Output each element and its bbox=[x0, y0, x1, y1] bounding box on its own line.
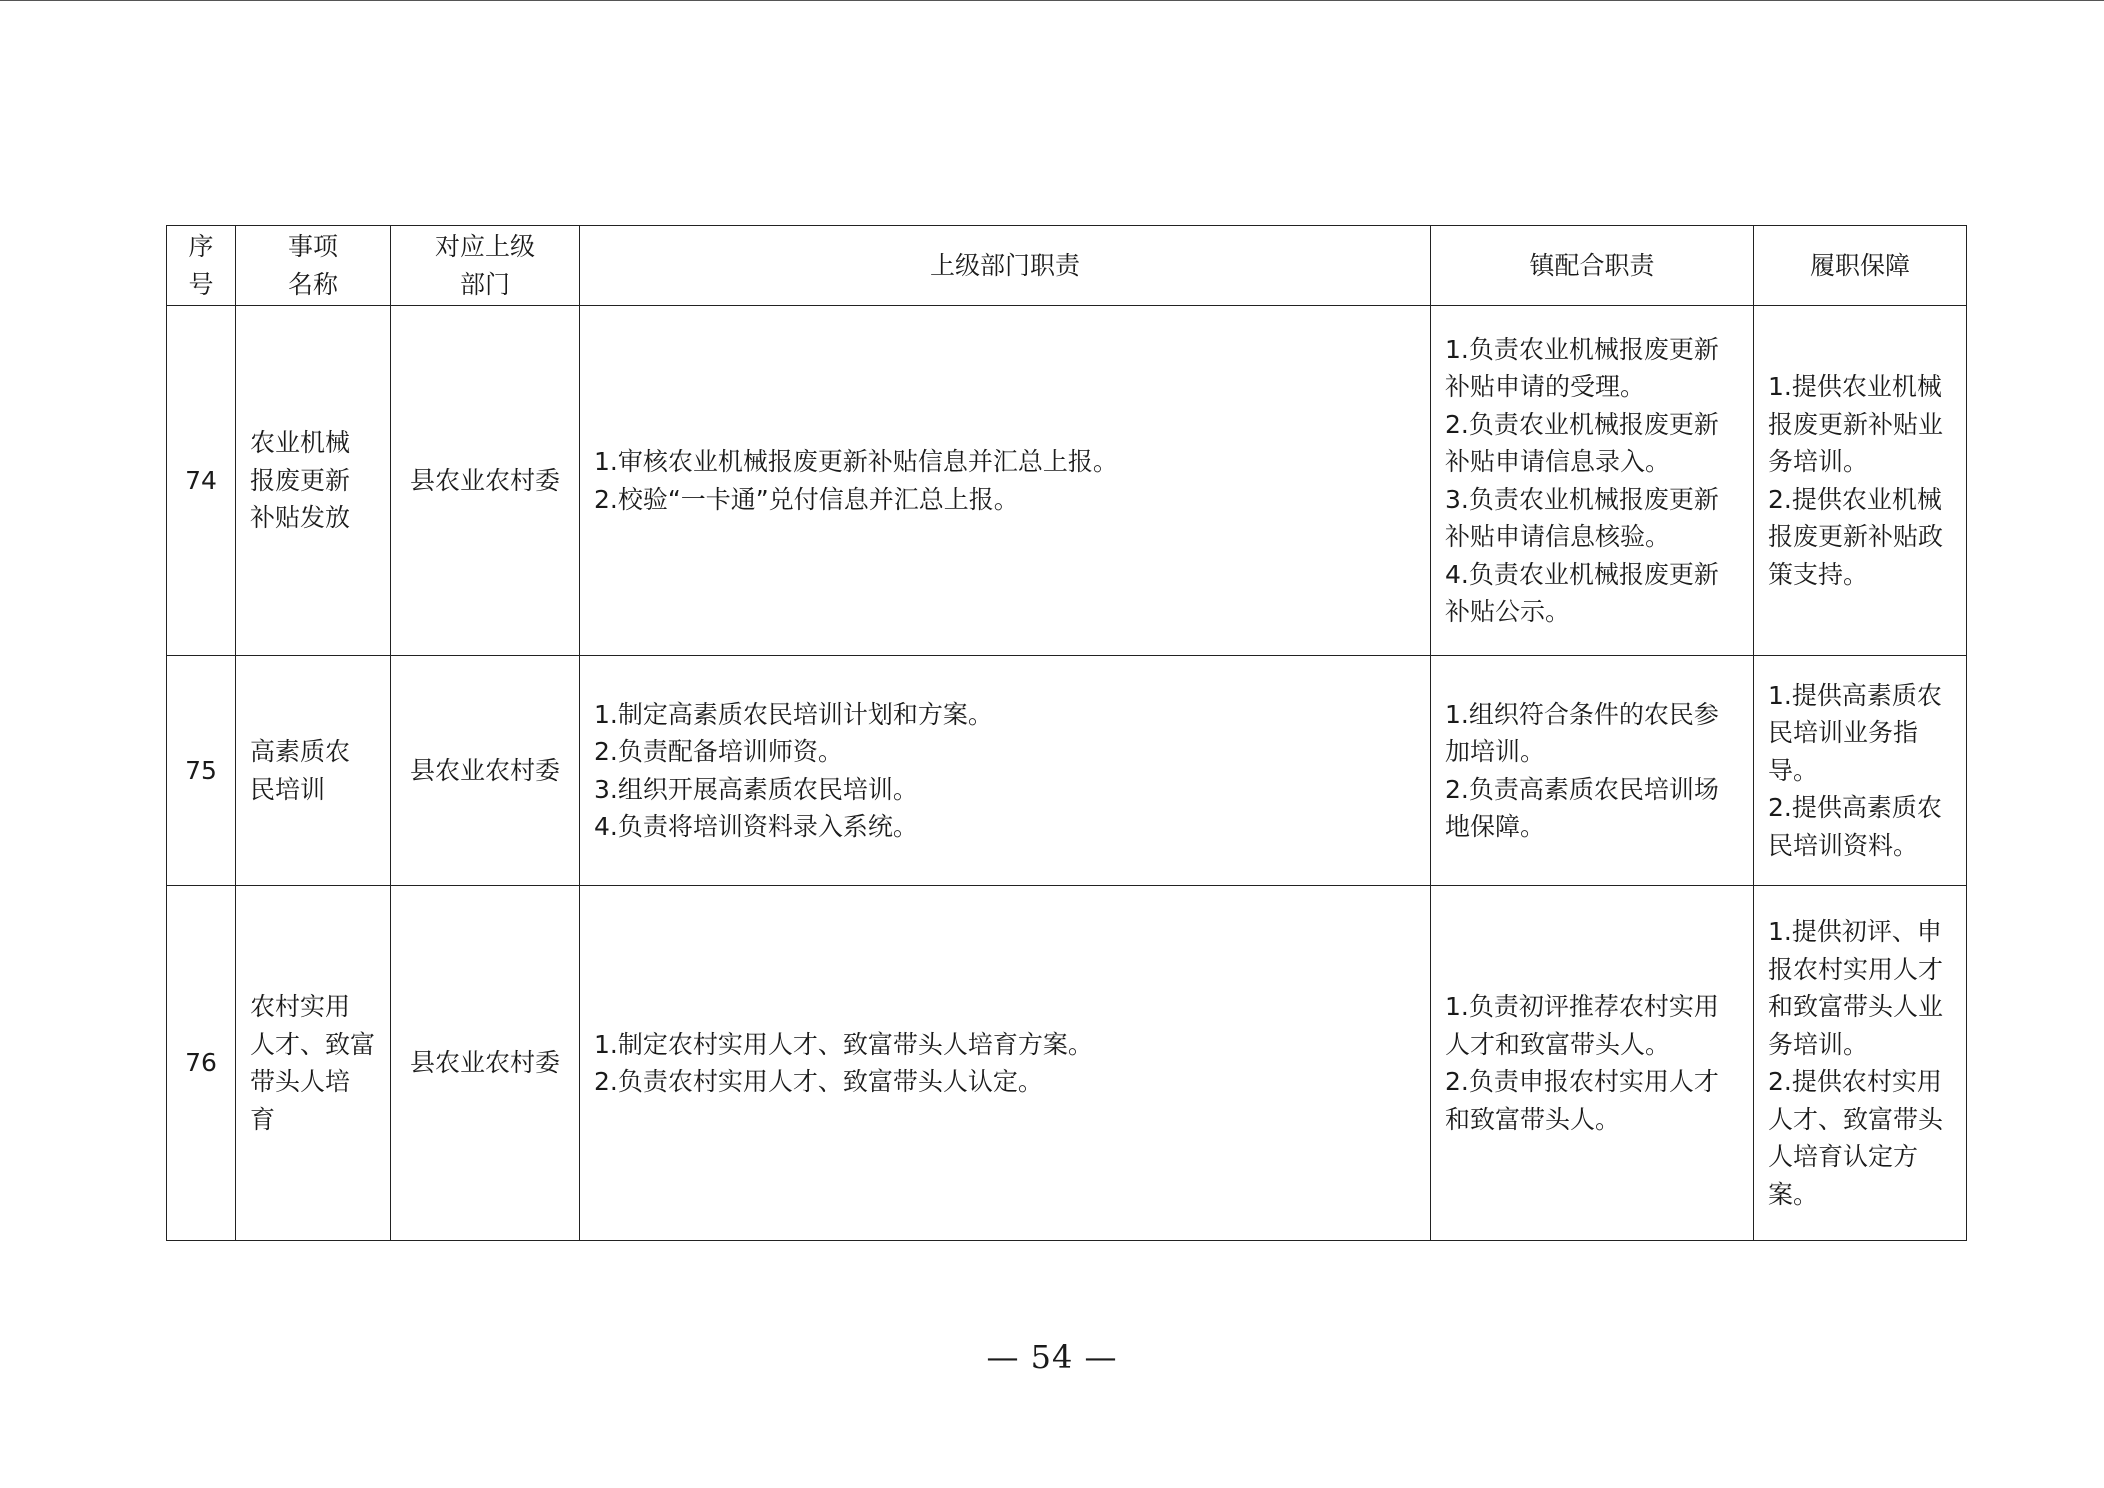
table-row bbox=[167, 886, 1967, 1241]
town-duties: 1.负责初评推荐农村实用 人才和致富带头人。 2.负责申报农村实用人才 和致富带头人。 bbox=[1431, 886, 1754, 1241]
table-row bbox=[167, 306, 1967, 656]
row-number: 74 bbox=[167, 306, 236, 656]
upper-dept: 县农业农村委 bbox=[391, 656, 580, 886]
row-number: 76 bbox=[167, 886, 236, 1241]
header-upper-dept: 对应上级 部门 bbox=[391, 226, 580, 306]
item-name: 农业机械 报废更新 补贴发放 bbox=[236, 306, 391, 656]
page-top-edge bbox=[0, 0, 2104, 1]
header-num: 序 号 bbox=[167, 226, 236, 306]
upper-dept: 县农业农村委 bbox=[391, 886, 580, 1241]
header-item-name: 事项 名称 bbox=[236, 226, 391, 306]
upper-duties: 1.制定高素质农民培训计划和方案。 2.负责配备培训师资。 3.组织开展高素质农民培训。 4.负责将培训资料录入系统。 bbox=[580, 656, 1431, 886]
header-town-duties: 镇配合职责 bbox=[1431, 226, 1754, 306]
header-upper-duties: 上级部门职责 bbox=[580, 226, 1431, 306]
header-guarantee: 履职保障 bbox=[1754, 226, 1967, 306]
row-number: 75 bbox=[167, 656, 236, 886]
upper-dept: 县农业农村委 bbox=[391, 306, 580, 656]
item-name: 高素质农 民培训 bbox=[236, 656, 391, 886]
item-name: 农村实用 人才、致富 带头人培 育 bbox=[236, 886, 391, 1241]
town-duties: 1.负责农业机械报废更新 补贴申请的受理。 2.负责农业机械报废更新 补贴申请信息录入。 3.负责农业机械报废更新 补贴申请信息核验。 4.负责农业机械报废更新 补贴公示。 bbox=[1431, 306, 1754, 656]
table-header-row bbox=[167, 226, 1967, 306]
town-duties: 1.组织符合条件的农民参 加培训。 2.负责高素质农民培训场 地保障。 bbox=[1431, 656, 1754, 886]
upper-duties: 1.审核农业机械报废更新补贴信息并汇总上报。 2.校验“一卡通”兑付信息并汇总上报。 bbox=[580, 306, 1431, 656]
table-row bbox=[167, 656, 1967, 886]
guarantee: 1.提供农业机械 报废更新补贴业 务培训。 2.提供农业机械 报废更新补贴政 策支持。 bbox=[1754, 306, 1967, 656]
upper-duties: 1.制定农村实用人才、致富带头人培育方案。 2.负责农村实用人才、致富带头人认定。 bbox=[580, 886, 1431, 1241]
guarantee: 1.提供初评、申 报农村实用人才 和致富带头人业 务培训。 2.提供农村实用 人才、致富带头 人培育认定方 案。 bbox=[1754, 886, 1967, 1241]
page-number: — 54 — bbox=[986, 1338, 1118, 1376]
guarantee: 1.提供高素质农 民培训业务指 导。 2.提供高素质农 民培训资料。 bbox=[1754, 656, 1967, 886]
duty-table bbox=[166, 225, 1967, 1241]
